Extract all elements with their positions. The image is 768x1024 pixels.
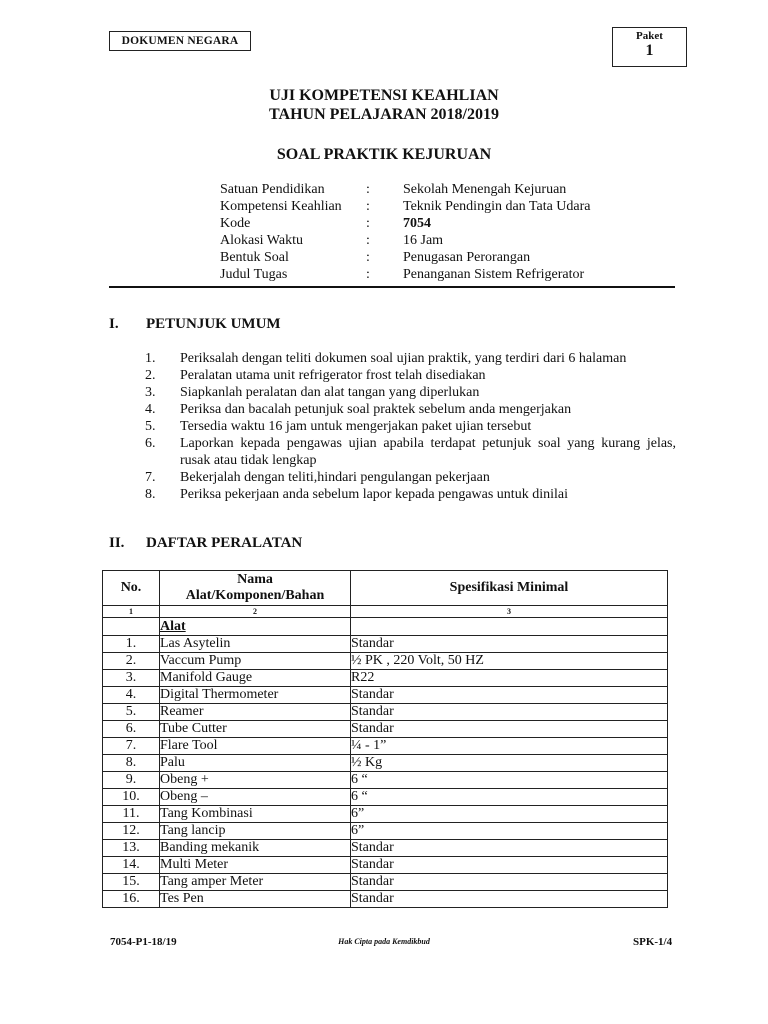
info-row [220,232,591,249]
list-item-number: 8. [145,487,156,502]
row-name-cell: Obeng + [160,772,351,789]
info-row [220,215,591,232]
column-index-row [103,606,668,618]
list-item [145,418,676,435]
row-number-cell: 10. [103,789,160,806]
info-label: Alokasi Waktu [220,233,303,248]
list-item [145,435,676,469]
list-item-text: Laporkan kepada pengawas ujian apabila terdapat petunjuk soal yang kurang jelas, rusak atau tidak lengkap [180,436,676,468]
row-number-cell: 11. [103,806,160,823]
group-row-empty-cell [103,618,160,636]
table-row [103,704,668,721]
list-item-number: 7. [145,470,156,485]
exam-subtitle: SOAL PRAKTIK KEJURUAN [276,146,492,163]
row-spec-cell: Standar [351,891,668,908]
list-item-text: Bekerjalah dengan teliti,hindari pengulangan pekerjaan [180,470,490,485]
row-name-cell: Tube Cutter [160,721,351,738]
column-header-name-line2: Alat/Komponen/Bahan [185,588,325,603]
row-spec-cell: 6 “ [351,772,668,789]
row-spec-cell: 6” [351,806,668,823]
instruction-list [145,350,676,503]
info-label: Kompetensi Keahlian [220,199,342,214]
row-name-cell: Reamer [160,704,351,721]
row-spec-cell: Standar [351,687,668,704]
column-header-no: No. [103,571,160,606]
column-index: 3 [351,606,668,618]
list-item-number: 4. [145,402,156,417]
row-name-cell: Banding mekanik [160,840,351,857]
document-classification-box [109,31,251,51]
info-value: Penugasan Perorangan [403,250,531,265]
row-name-cell: Multi Meter [160,857,351,874]
info-label: Bentuk Soal [220,250,289,265]
list-item-text: Periksa dan bacalah petunjuk soal praktek sebelum anda mengerjakan [180,402,572,417]
table-row [103,772,668,789]
list-item [145,384,676,401]
row-name-cell: Manifold Gauge [160,670,351,687]
row-name-cell: Las Asytelin [160,636,351,653]
row-name-cell: Tang amper Meter [160,874,351,891]
info-label: Kode [220,216,251,231]
table-row [103,857,668,874]
section-number: I. [109,316,119,332]
equipment-table [102,570,668,908]
list-item-text: Peralatan utama unit refrigerator frost telah disediakan [180,368,486,383]
row-name-cell: Tes Pen [160,891,351,908]
column-index: 2 [160,606,351,618]
paket-box [612,27,687,67]
table-row [103,823,668,840]
row-name-cell: Tang lancip [160,823,351,840]
table-row [103,636,668,653]
list-item-number: 5. [145,419,156,434]
table-row [103,738,668,755]
page-footer [0,936,768,950]
table-row [103,840,668,857]
table-row [103,874,668,891]
row-name-cell: Vaccum Pump [160,653,351,670]
row-spec-cell: Standar [351,857,668,874]
info-colon: : [366,182,370,197]
row-name-cell: Tang Kombinasi [160,806,351,823]
section-title: PETUNJUK UMUM [146,316,281,332]
table-row [103,891,668,908]
info-value: Teknik Pendingin dan Tata Udara [403,199,591,214]
footer-copyright: Hak Cipta pada Kemdikbud [338,937,430,946]
row-number-cell: 1. [103,636,160,653]
row-spec-cell: Standar [351,721,668,738]
section-heading-equipment-list [109,535,302,552]
row-number-cell: 3. [103,670,160,687]
info-label: Judul Tugas [220,267,288,282]
academic-year-title: TAHUN PELAJARAN 2018/2019 [269,106,499,123]
list-item [145,367,676,384]
info-value: 16 Jam [403,233,444,248]
row-spec-cell: 6” [351,823,668,840]
info-colon: : [366,233,370,248]
info-colon: : [366,216,370,231]
row-spec-cell: Standar [351,704,668,721]
group-row [103,618,668,636]
table-row [103,806,668,823]
row-number-cell: 7. [103,738,160,755]
group-label: Alat [160,618,351,636]
table-header-row [103,571,668,606]
list-item-number: 1. [145,351,156,366]
column-index: 1 [103,606,160,618]
table-row [103,670,668,687]
info-row [220,181,591,198]
list-item [145,469,676,486]
info-value: Penanganan Sistem Refrigerator [403,267,585,282]
info-colon: : [366,250,370,265]
exam-title: UJI KOMPETENSI KEAHLIAN [269,87,499,104]
column-header-name-line1: Nama [237,572,273,587]
list-item-text: Siapkanlah peralatan dan alat tangan yang diperlukan [180,385,480,400]
table-row [103,789,668,806]
row-number-cell: 16. [103,891,160,908]
table-row [103,721,668,738]
row-number-cell: 15. [103,874,160,891]
row-name-cell: Digital Thermometer [160,687,351,704]
row-number-cell: 14. [103,857,160,874]
row-number-cell: 13. [103,840,160,857]
list-item-text: Tersedia waktu 16 jam untuk mengerjakan paket ujian tersebut [180,419,532,434]
info-colon: : [366,199,370,214]
list-item-number: 2. [145,368,156,383]
paket-label: Paket [636,30,663,42]
footer-page-number: SPK-1/4 [633,936,673,948]
list-item [145,486,676,503]
row-number-cell: 8. [103,755,160,772]
info-value-code: 7054 [403,216,431,231]
exam-info-block [220,181,591,283]
info-row [220,249,591,266]
table-row [103,653,668,670]
row-name-cell: Palu [160,755,351,772]
row-number-cell: 4. [103,687,160,704]
row-number-cell: 6. [103,721,160,738]
row-spec-cell: Standar [351,840,668,857]
list-item [145,401,676,418]
list-item-text: Periksalah dengan teliti dokumen soal ujian praktik, yang terdiri dari 6 halaman [180,351,627,366]
row-spec-cell: Standar [351,874,668,891]
column-header-spec: Spesifikasi Minimal [351,571,668,606]
info-row [220,266,591,283]
info-label: Satuan Pendidikan [220,182,325,197]
section-title: DAFTAR PERALATAN [146,535,303,551]
info-value: Sekolah Menengah Kejuruan [403,182,567,197]
row-name-cell: Obeng – [160,789,351,806]
row-number-cell: 5. [103,704,160,721]
group-row-empty-cell [351,618,668,636]
row-number-cell: 2. [103,653,160,670]
row-spec-cell: Standar [351,636,668,653]
row-spec-cell: ½ Kg [351,755,668,772]
footer-document-code: 7054-P1-18/19 [110,936,177,948]
section-heading-general-instructions [109,316,281,333]
paket-number: 1 [645,42,654,59]
table-row [103,755,668,772]
row-spec-cell: 6 “ [351,789,668,806]
list-item-text: Periksa pekerjaan anda sebelum lapor kepada pengawas untuk dinilai [180,487,568,502]
list-item [145,350,676,367]
info-colon: : [366,267,370,282]
list-item-number: 6. [145,436,156,451]
info-row [220,198,591,215]
column-header-name [160,571,351,606]
list-item-number: 3. [145,385,156,400]
table-row [103,687,668,704]
row-spec-cell: ¼ - 1” [351,738,668,755]
row-spec-cell: ½ PK , 220 Volt, 50 HZ [351,653,668,670]
section-number: II. [109,535,125,551]
row-number-cell: 12. [103,823,160,840]
document-classification-label: DOKUMEN NEGARA [121,35,239,47]
row-spec-cell: R22 [351,670,668,687]
row-number-cell: 9. [103,772,160,789]
header-divider [109,286,675,288]
row-name-cell: Flare Tool [160,738,351,755]
